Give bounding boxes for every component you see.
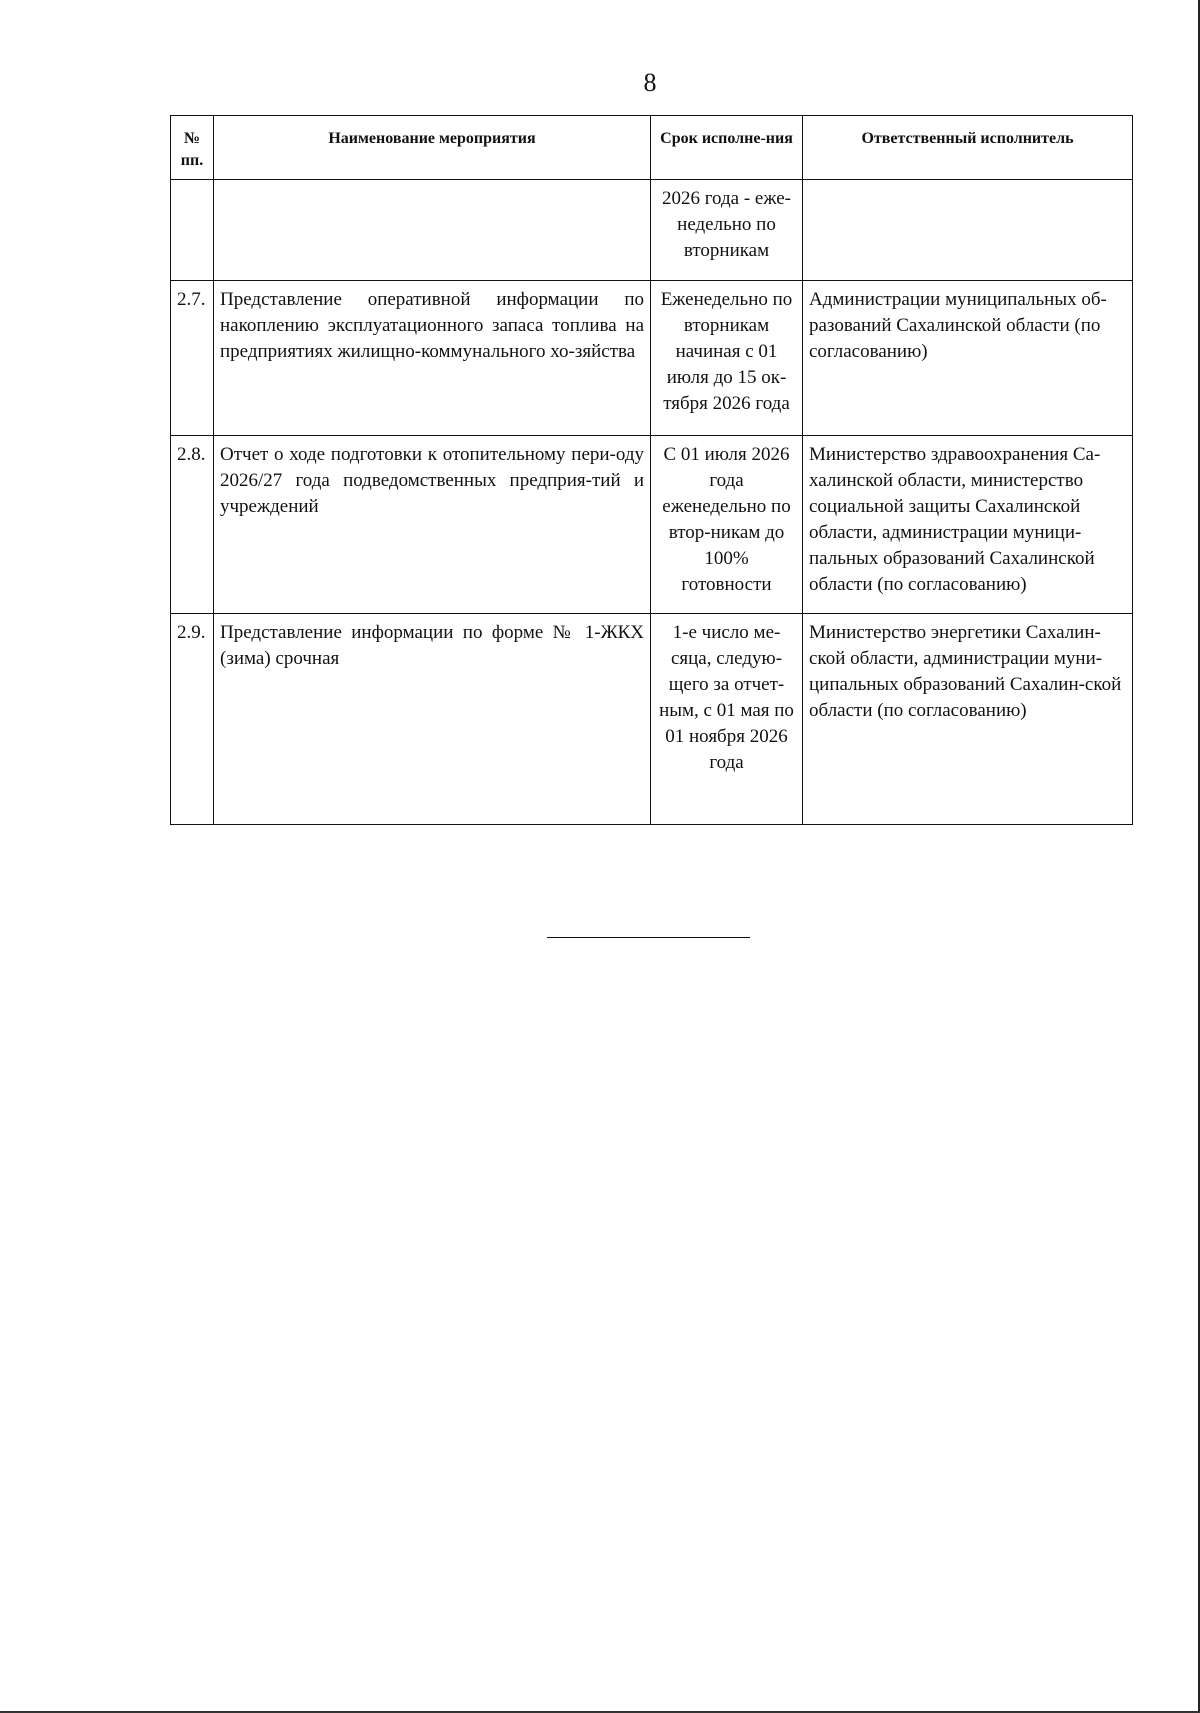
row-activity-name: Представление информации по форме № 1-ЖКХ (зима) срочная [214,614,651,825]
table-row [171,436,1133,614]
row-responsible: Администрации муниципальных об-разований Сахалинской области (по согласованию) [803,281,1133,436]
end-divider-line [547,937,750,938]
row-deadline: 1-е число ме-сяца, следую-щего за отчет-ным, с 01 мая по 01 ноября 2026 года [651,614,803,825]
table-header-row [171,116,1133,180]
header-activity-name: Наименование мероприятия [214,116,651,180]
header-deadline: Срок исполне-ния [651,116,803,180]
row-responsible: Министерство энергетики Сахалин-ской области, администрации муни-ципальных образований Сахалин-ской области (по согласованию) [803,614,1133,825]
row-responsible [803,180,1133,281]
table-row [171,614,1133,825]
row-number: 2.7. [171,281,214,436]
row-deadline: 2026 года - еже-недельно по вторникам [651,180,803,281]
page-number: 8 [643,68,657,97]
row-activity-name [214,180,651,281]
row-number: 2.9. [171,614,214,825]
row-number [171,180,214,281]
activities-table [170,115,1133,825]
row-activity-name: Представление оперативной информации по накоплению эксплуатационного запаса топлива на предприятиях жилищно-коммунального хо-зяйства [214,281,651,436]
table-row [171,281,1133,436]
header-responsible: Ответственный исполнитель [803,116,1133,180]
header-number: № пп. [171,116,214,180]
row-activity-name: Отчет о ходе подготовки к отопительному пери-оду 2026/27 года подведомственных предприя-тий и учреждений [214,436,651,614]
row-responsible: Министерство здравоохранения Са-халинской области, министерство социальной защиты Сахалинской области, администрации муници-пальных образований Сахалинской области (по согласованию) [803,436,1133,614]
table-row [171,180,1133,281]
row-deadline: С 01 июля 2026 года еженедельно по втор-никам до 100% готовности [651,436,803,614]
row-number: 2.8. [171,436,214,614]
row-deadline: Еженедельно по вторникам начиная с 01 июля до 15 ок-тября 2026 года [651,281,803,436]
